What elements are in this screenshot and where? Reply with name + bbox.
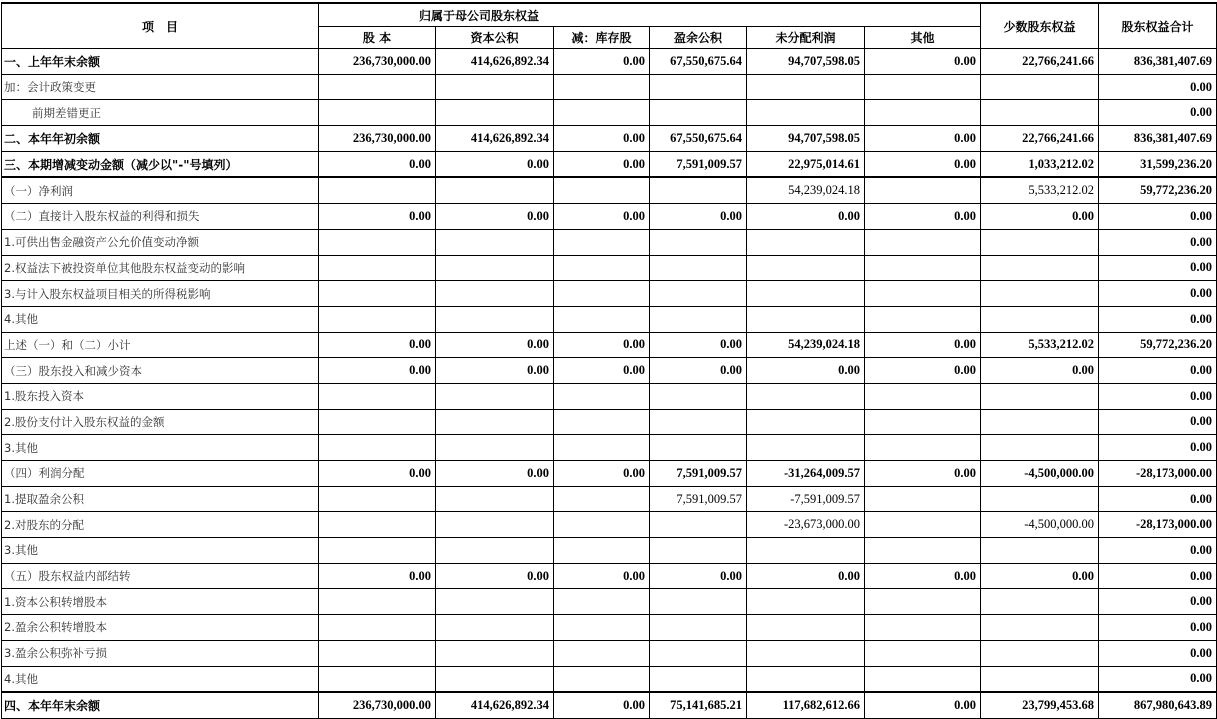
value-cell: 75,141,685.21	[650, 692, 747, 718]
equity-change-table	[1, 2, 1217, 719]
value-cell	[747, 615, 865, 641]
value-cell	[319, 100, 436, 126]
value-cell: 0.00	[1099, 306, 1217, 332]
table-row	[2, 563, 1217, 589]
table-row	[2, 126, 1217, 152]
value-cell: 0.00	[554, 563, 650, 589]
value-cell: 0.00	[436, 461, 554, 487]
value-cell	[747, 666, 865, 692]
value-cell: 0.00	[1099, 383, 1217, 409]
value-cell: 0.00	[1099, 563, 1217, 589]
table-row	[2, 332, 1217, 358]
table-row	[2, 281, 1217, 307]
value-cell: 22,766,241.66	[981, 126, 1099, 152]
value-cell	[650, 100, 747, 126]
value-cell: 7,591,009.57	[650, 151, 747, 177]
row-label: 3.其他	[2, 538, 319, 564]
row-label: （二）直接计入股东权益的利得和损失	[2, 204, 319, 230]
value-cell: 236,730,000.00	[319, 49, 436, 75]
value-cell	[747, 255, 865, 281]
row-label: （一）净利润	[2, 177, 319, 203]
header-col-treasury-stock: 减：库存股	[554, 27, 650, 49]
table-row	[2, 435, 1217, 461]
value-cell	[319, 74, 436, 100]
value-cell	[650, 512, 747, 538]
value-cell	[650, 74, 747, 100]
value-cell	[747, 229, 865, 255]
value-cell	[865, 229, 981, 255]
value-cell: 0.00	[554, 49, 650, 75]
row-label: 4.其他	[2, 306, 319, 332]
value-cell	[865, 383, 981, 409]
value-cell	[319, 615, 436, 641]
value-cell	[981, 538, 1099, 564]
row-label: 1.资本公积转增股本	[2, 589, 319, 615]
table-row	[2, 666, 1217, 692]
value-cell: 0.00	[1099, 229, 1217, 255]
value-cell: 0.00	[981, 563, 1099, 589]
value-cell	[747, 589, 865, 615]
value-cell: 59,772,236.20	[1099, 177, 1217, 203]
value-cell: 0.00	[1099, 486, 1217, 512]
value-cell	[554, 409, 650, 435]
value-cell	[554, 281, 650, 307]
value-cell: 0.00	[650, 358, 747, 384]
value-cell: 0.00	[554, 204, 650, 230]
value-cell	[865, 538, 981, 564]
value-cell: 0.00	[319, 461, 436, 487]
value-cell	[981, 383, 1099, 409]
value-cell: 0.00	[554, 332, 650, 358]
value-cell	[554, 666, 650, 692]
value-cell: 236,730,000.00	[319, 126, 436, 152]
value-cell: 0.00	[436, 358, 554, 384]
value-cell	[319, 538, 436, 564]
value-cell	[747, 640, 865, 666]
value-cell	[436, 229, 554, 255]
value-cell: 0.00	[747, 204, 865, 230]
row-label: （五）股东权益内部结转	[2, 563, 319, 589]
value-cell	[436, 100, 554, 126]
value-cell: 0.00	[650, 332, 747, 358]
value-cell	[981, 640, 1099, 666]
value-cell	[436, 74, 554, 100]
value-cell: 0.00	[319, 358, 436, 384]
value-cell	[981, 486, 1099, 512]
value-cell	[650, 383, 747, 409]
table-row	[2, 151, 1217, 177]
value-cell	[650, 435, 747, 461]
value-cell: 0.00	[865, 126, 981, 152]
row-label: 2.股份支付计入股东权益的金额	[2, 409, 319, 435]
value-cell: 414,626,892.34	[436, 692, 554, 718]
value-cell	[554, 640, 650, 666]
value-cell	[650, 538, 747, 564]
value-cell: 22,975,014.61	[747, 151, 865, 177]
row-label: 二、本年年初余额	[2, 126, 319, 152]
value-cell: 0.00	[1099, 281, 1217, 307]
value-cell: 0.00	[650, 204, 747, 230]
value-cell	[981, 615, 1099, 641]
row-label: 2.权益法下被投资单位其他股东权益变动的影响	[2, 255, 319, 281]
value-cell	[319, 640, 436, 666]
value-cell	[319, 306, 436, 332]
value-cell: 0.00	[436, 563, 554, 589]
value-cell: 67,550,675.64	[650, 126, 747, 152]
value-cell	[865, 177, 981, 203]
value-cell	[865, 306, 981, 332]
value-cell	[436, 640, 554, 666]
value-cell: 5,533,212.02	[981, 177, 1099, 203]
value-cell: -7,591,009.57	[747, 486, 865, 512]
value-cell	[436, 615, 554, 641]
value-cell	[747, 100, 865, 126]
value-cell: 0.00	[747, 563, 865, 589]
value-cell: 0.00	[865, 49, 981, 75]
row-label: 2.对股东的分配	[2, 512, 319, 538]
value-cell	[554, 74, 650, 100]
value-cell: 59,772,236.20	[1099, 332, 1217, 358]
value-cell: 0.00	[436, 332, 554, 358]
value-cell	[865, 74, 981, 100]
value-cell: 0.00	[1099, 74, 1217, 100]
value-cell: 117,682,612.66	[747, 692, 865, 718]
value-cell	[981, 74, 1099, 100]
value-cell: 0.00	[1099, 358, 1217, 384]
value-cell	[554, 435, 650, 461]
header-col-surplus-reserve: 盈余公积	[650, 27, 747, 49]
value-cell	[436, 486, 554, 512]
value-cell: -31,264,009.57	[747, 461, 865, 487]
value-cell	[865, 255, 981, 281]
value-cell	[650, 306, 747, 332]
value-cell	[650, 409, 747, 435]
value-cell	[554, 100, 650, 126]
table-row	[2, 538, 1217, 564]
table-row	[2, 49, 1217, 75]
header-parent-group: 归属于母公司股东权益	[319, 3, 981, 27]
table-row	[2, 100, 1217, 126]
row-label: （四）利润分配	[2, 461, 319, 487]
value-cell: 0.00	[747, 358, 865, 384]
value-cell	[981, 306, 1099, 332]
value-cell	[981, 255, 1099, 281]
table-row	[2, 589, 1217, 615]
value-cell: 0.00	[1099, 255, 1217, 281]
header-col-capital-reserve: 资本公积	[436, 27, 554, 49]
value-cell	[981, 666, 1099, 692]
value-cell	[747, 281, 865, 307]
table-row	[2, 512, 1217, 538]
value-cell	[650, 255, 747, 281]
value-cell	[554, 615, 650, 641]
header-col-retained-earnings: 未分配利润	[747, 27, 865, 49]
value-cell: 7,591,009.57	[650, 461, 747, 487]
value-cell	[865, 512, 981, 538]
value-cell: 0.00	[865, 204, 981, 230]
value-cell: 0.00	[1099, 589, 1217, 615]
value-cell	[436, 383, 554, 409]
value-cell	[865, 435, 981, 461]
value-cell	[554, 255, 650, 281]
value-cell	[436, 435, 554, 461]
value-cell	[319, 435, 436, 461]
row-label: 前期差错更正	[2, 100, 319, 126]
table-row	[2, 306, 1217, 332]
value-cell	[981, 281, 1099, 307]
value-cell: 0.00	[1099, 204, 1217, 230]
header-total: 股东权益合计	[1099, 3, 1217, 49]
value-cell: 0.00	[1099, 640, 1217, 666]
value-cell	[319, 589, 436, 615]
value-cell	[554, 512, 650, 538]
value-cell: 236,730,000.00	[319, 692, 436, 718]
header-col-share-capital: 股 本	[319, 27, 436, 49]
value-cell	[554, 486, 650, 512]
value-cell	[436, 409, 554, 435]
row-label: 3.盈余公积弥补亏损	[2, 640, 319, 666]
value-cell: 0.00	[1099, 409, 1217, 435]
value-cell: -28,173,000.00	[1099, 461, 1217, 487]
table-row	[2, 615, 1217, 641]
value-cell	[981, 229, 1099, 255]
value-cell	[650, 666, 747, 692]
header-item: 项 目	[2, 3, 319, 49]
value-cell	[319, 383, 436, 409]
value-cell: 0.00	[1099, 666, 1217, 692]
value-cell: 67,550,675.64	[650, 49, 747, 75]
row-label: 1.可供出售金融资产公允价值变动净额	[2, 229, 319, 255]
value-cell: 0.00	[865, 692, 981, 718]
value-cell	[865, 615, 981, 641]
value-cell	[650, 229, 747, 255]
value-cell: 0.00	[1099, 538, 1217, 564]
value-cell	[554, 589, 650, 615]
row-label: （三）股东投入和减少资本	[2, 358, 319, 384]
value-cell	[865, 281, 981, 307]
value-cell	[865, 589, 981, 615]
value-cell: 1,033,212.02	[981, 151, 1099, 177]
row-label: 三、本期增减变动金额（减少以"-"号填列）	[2, 151, 319, 177]
value-cell	[865, 409, 981, 435]
row-label: 加：会计政策变更	[2, 74, 319, 100]
row-label: 1.股东投入资本	[2, 383, 319, 409]
value-cell	[865, 666, 981, 692]
value-cell	[319, 229, 436, 255]
value-cell: 0.00	[865, 332, 981, 358]
value-cell: 0.00	[554, 358, 650, 384]
value-cell: 867,980,643.89	[1099, 692, 1217, 718]
table-row	[2, 640, 1217, 666]
value-cell: 0.00	[865, 461, 981, 487]
value-cell: -28,173,000.00	[1099, 512, 1217, 538]
value-cell: -4,500,000.00	[981, 461, 1099, 487]
value-cell: 0.00	[865, 563, 981, 589]
table-row	[2, 692, 1217, 718]
value-cell	[436, 512, 554, 538]
value-cell: 0.00	[319, 332, 436, 358]
table-row	[2, 358, 1217, 384]
row-label: 2.盈余公积转增股本	[2, 615, 319, 641]
value-cell: 0.00	[650, 563, 747, 589]
value-cell	[865, 640, 981, 666]
value-cell	[319, 409, 436, 435]
row-label: 1.提取盈余公积	[2, 486, 319, 512]
value-cell	[319, 486, 436, 512]
table-row	[2, 177, 1217, 203]
value-cell	[981, 409, 1099, 435]
value-cell	[436, 589, 554, 615]
value-cell	[650, 589, 747, 615]
value-cell: 0.00	[1099, 100, 1217, 126]
value-cell	[319, 281, 436, 307]
value-cell	[650, 640, 747, 666]
value-cell: 0.00	[554, 461, 650, 487]
value-cell	[981, 435, 1099, 461]
table-row	[2, 204, 1217, 230]
row-label: 四、本年年末余额	[2, 692, 319, 718]
value-cell	[747, 383, 865, 409]
value-cell: -23,673,000.00	[747, 512, 865, 538]
table-row	[2, 229, 1217, 255]
value-cell: 836,381,407.69	[1099, 126, 1217, 152]
header-minority: 少数股东权益	[981, 3, 1099, 49]
table-row	[2, 383, 1217, 409]
row-label: 4.其他	[2, 666, 319, 692]
value-cell: 23,799,453.68	[981, 692, 1099, 718]
value-cell: 94,707,598.05	[747, 126, 865, 152]
value-cell: 5,533,212.02	[981, 332, 1099, 358]
value-cell	[436, 255, 554, 281]
value-cell: 0.00	[554, 126, 650, 152]
value-cell	[865, 486, 981, 512]
value-cell: 0.00	[319, 151, 436, 177]
value-cell: 836,381,407.69	[1099, 49, 1217, 75]
row-label: 3.与计入股东权益项目相关的所得税影响	[2, 281, 319, 307]
value-cell	[747, 538, 865, 564]
value-cell	[865, 100, 981, 126]
value-cell	[436, 177, 554, 203]
value-cell	[981, 589, 1099, 615]
table-row	[2, 409, 1217, 435]
value-cell: 414,626,892.34	[436, 49, 554, 75]
value-cell	[319, 177, 436, 203]
value-cell: 22,766,241.66	[981, 49, 1099, 75]
value-cell	[650, 281, 747, 307]
value-cell: 414,626,892.34	[436, 126, 554, 152]
value-cell	[747, 306, 865, 332]
value-cell	[650, 615, 747, 641]
table-row	[2, 461, 1217, 487]
table-row	[2, 74, 1217, 100]
value-cell	[747, 74, 865, 100]
value-cell: 31,599,236.20	[1099, 151, 1217, 177]
value-cell: 0.00	[981, 358, 1099, 384]
value-cell: 94,707,598.05	[747, 49, 865, 75]
value-cell: 0.00	[319, 204, 436, 230]
value-cell	[554, 177, 650, 203]
value-cell	[981, 100, 1099, 126]
value-cell	[554, 229, 650, 255]
value-cell: 7,591,009.57	[650, 486, 747, 512]
value-cell: 0.00	[981, 204, 1099, 230]
value-cell: 0.00	[319, 563, 436, 589]
value-cell: 0.00	[865, 151, 981, 177]
value-cell	[554, 383, 650, 409]
value-cell	[747, 435, 865, 461]
value-cell: 0.00	[554, 692, 650, 718]
value-cell	[554, 538, 650, 564]
header-col-other: 其他	[865, 27, 981, 49]
value-cell: 54,239,024.18	[747, 332, 865, 358]
value-cell: 54,239,024.18	[747, 177, 865, 203]
value-cell	[319, 666, 436, 692]
table-row	[2, 255, 1217, 281]
value-cell: 0.00	[1099, 435, 1217, 461]
value-cell: -4,500,000.00	[981, 512, 1099, 538]
value-cell	[436, 538, 554, 564]
value-cell	[319, 512, 436, 538]
value-cell	[554, 306, 650, 332]
value-cell	[650, 177, 747, 203]
value-cell	[436, 666, 554, 692]
value-cell: 0.00	[865, 358, 981, 384]
value-cell	[436, 281, 554, 307]
value-cell: 0.00	[1099, 615, 1217, 641]
value-cell: 0.00	[436, 204, 554, 230]
row-label: 3.其他	[2, 435, 319, 461]
value-cell: 0.00	[436, 151, 554, 177]
value-cell	[747, 409, 865, 435]
value-cell: 0.00	[554, 151, 650, 177]
value-cell	[319, 255, 436, 281]
table-row	[2, 486, 1217, 512]
row-label: 上述（一）和（二）小计	[2, 332, 319, 358]
row-label: 一、上年年末余额	[2, 49, 319, 75]
value-cell	[436, 306, 554, 332]
